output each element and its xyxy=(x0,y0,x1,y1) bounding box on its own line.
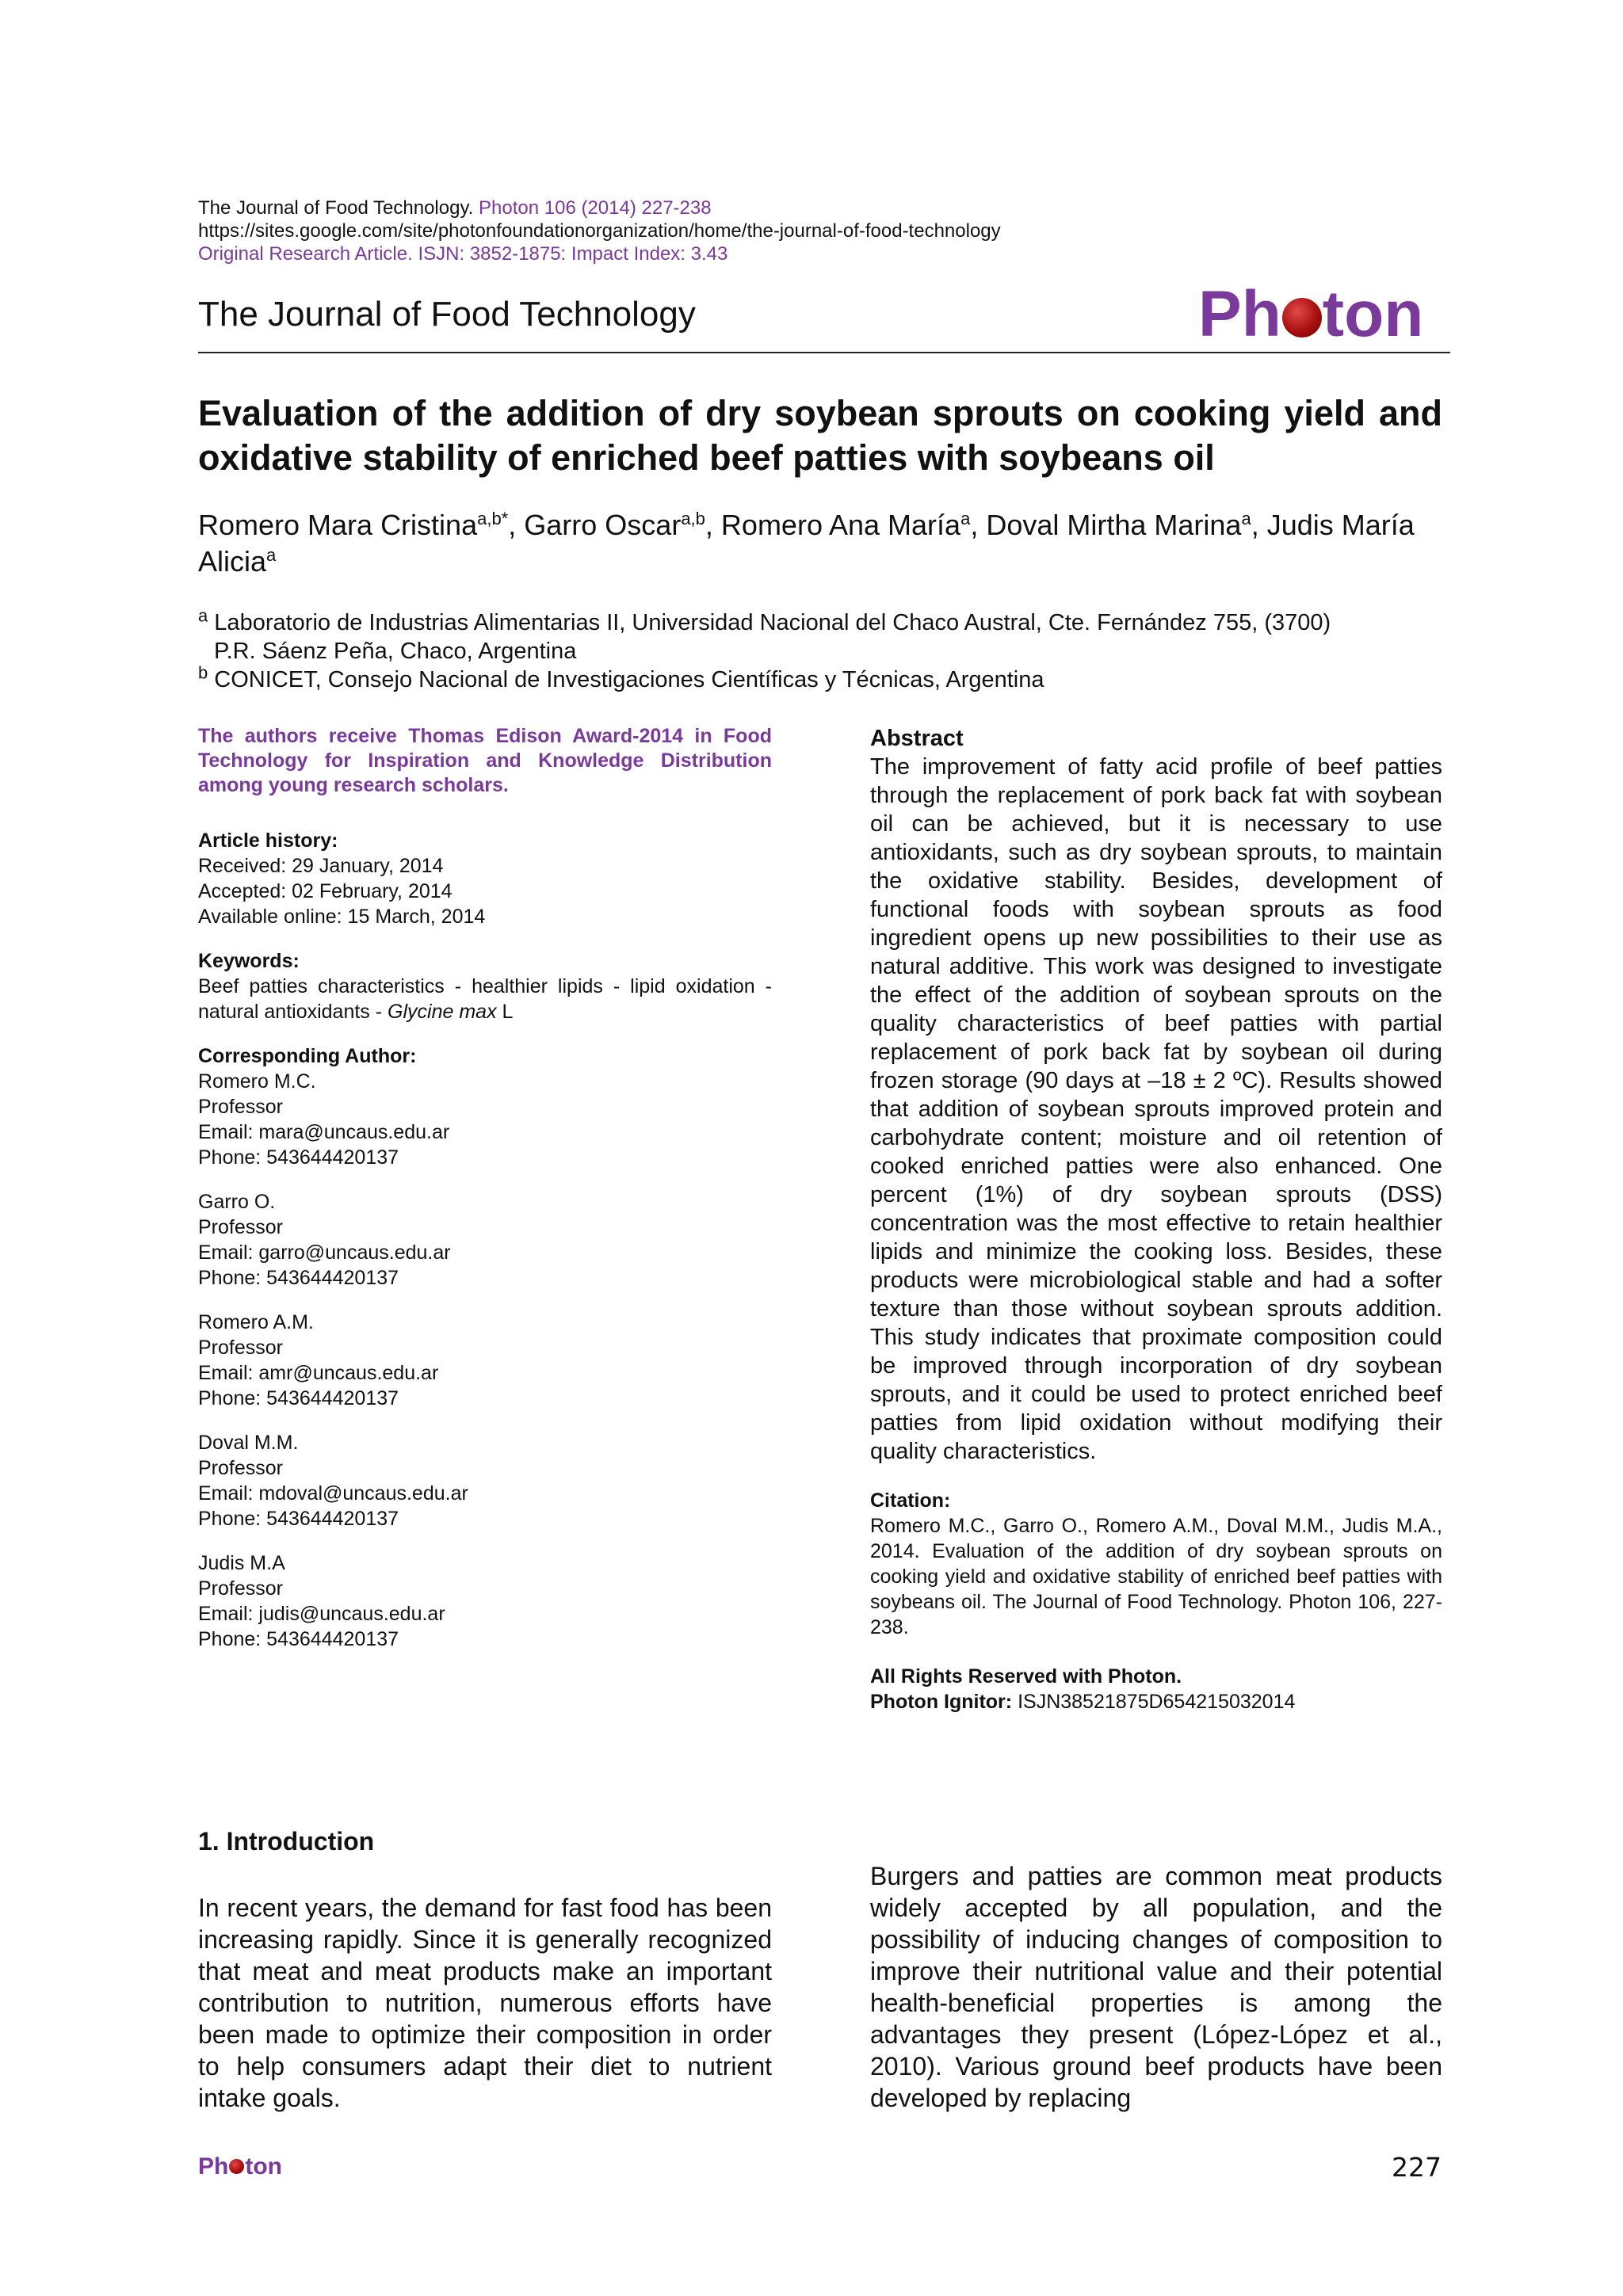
logo-ball-icon xyxy=(229,2159,244,2174)
keyword-list: Beef patties characteristics - healthier lipids - lipid oxidation - natural antioxidants - Glycine max L xyxy=(198,975,772,1023)
affiliation-a-cont: P.R. Sáenz Peña, Chaco, Argentina xyxy=(214,639,577,664)
author: Judis María Alicia$^a$ xyxy=(198,509,1415,578)
citation: Citation: Romero M.C., Garro O., Romero A.M., Doval M.M., Judis M.A., 2014. Evaluation of the addition of dry soybean sprouts on cooking yield and oxidative stability of enriched beef patties with soybeans oil. The Journal of Food Technology. Photon 106, 227-238. xyxy=(870,1489,1442,1638)
footer-logo: Ph ton xyxy=(198,2153,282,2180)
journal-citation-line xyxy=(198,196,1001,219)
received-date: Received: 29 January, 2014 xyxy=(198,855,444,877)
affiliation-b: $^b$ CONICET, Consejo Nacional de Investigaciones Científicas y Técnicas, Argentina xyxy=(198,662,1044,692)
abstract-column xyxy=(870,724,1442,1714)
journal-issue: Photon 106 (2014) 227-238 xyxy=(479,197,712,219)
email-link[interactable]: Email: judis@uncaus.edu.ar xyxy=(198,1603,445,1625)
contact-card: Romero M.C. Professor Email: mara@uncaus.edu.ar Phone: 543644420137 xyxy=(198,1069,772,1170)
author: Romero Ana María$^a$, xyxy=(720,509,987,541)
accepted-date: Accepted: 02 February, 2014 xyxy=(198,880,453,902)
citation-text: Romero M.C., Garro O., Romero A.M., Doval M.M., Judis M.A., 2014. Evaluation of the addition of dry soybean sprouts on cooking yield and oxidative stability of enriched beef patties with soybeans oil. The Journal of Food Technology. Photon 106, 227-238. xyxy=(870,1515,1442,1638)
affiliation-a: $^a$ Laboratorio de Industrias Alimentarias II, Universidad Nacional del Chaco Austral, Cte. Fernández 755, (3700) xyxy=(198,605,1331,635)
journal-meta xyxy=(198,196,1001,265)
article-type: Original Research Article. ISJN: 3852-1875: Impact Index: 3.43 xyxy=(198,243,728,265)
author: Garro Oscar$^{a,b}$, xyxy=(524,509,721,541)
contact-card: Garro O. Professor Email: garro@uncaus.edu.ar Phone: 543644420137 xyxy=(198,1189,772,1291)
email-link[interactable]: Email: garro@uncaus.edu.ar xyxy=(198,1241,451,1264)
keywords: Keywords: Beef patties characteristics - healthier lipids - lipid oxidation - natural antioxidants - Glycine max L xyxy=(198,950,772,1023)
logo-ball-icon xyxy=(1282,298,1322,338)
intro-paragraph-right: Burgers and patties are common meat products widely accepted by all population, and the possibility of inducing changes of composition to improve their nutritional value and their potential health-beneficial properties is among the advantages they present (López-López et al., 2010). Various ground beef products have been developed by replacing xyxy=(870,1862,1442,2112)
abstract-heading: Abstract xyxy=(870,726,964,751)
article-history: Article history: Received: 29 January, 2014 Accepted: 02 February, 2014 Available online: 15 March, 2014 xyxy=(198,828,772,929)
author: Doval Mirtha Marina$^a$, xyxy=(986,509,1267,541)
contact-card: Doval M.M. Professor Email: mdoval@uncaus.edu.ar Phone: 543644420137 xyxy=(198,1430,772,1531)
contact-card: Judis M.A Professor Email: judis@uncaus.edu.ar Phone: 543644420137 xyxy=(198,1550,772,1652)
online-date: Available online: 15 March, 2014 xyxy=(198,906,486,928)
author-list xyxy=(198,507,1442,580)
photon-logo xyxy=(1198,279,1423,350)
affiliations xyxy=(198,605,1442,694)
author: Romero Mara Cristina$^{a,b*}$, xyxy=(198,509,525,541)
page-number: 227 xyxy=(1392,2152,1442,2183)
corresponding-author: Corresponding Author: Romero M.C. Professor Email: mara@uncaus.edu.ar Phone: 543644420137 Garro O. Professor Email: garro@uncaus.edu.ar Phone: 543644420137 Romero A.M. Professor Email: amr@uncaus.edu.ar Phone: 543644420137 Doval M.M. Professor Email: mdoval@uncaus.edu.ar Phone: 543644420137 Judis M.A Professor Email: judis@uncaus.edu.ar Phone: 543644420137 xyxy=(198,1043,772,1652)
email-link[interactable]: Email: amr@uncaus.edu.ar xyxy=(198,1362,439,1384)
journal-name: The Journal of Food Technology xyxy=(198,295,696,334)
logo-text-end: ton xyxy=(1322,278,1424,350)
abstract-text: The improvement of fatty acid profile of beef patties through the replacement of pork back fat with soybean oil can be achieved, but it is necessary to use antioxidants, such as dry soybean sprouts, to maintain the oxidative stability. Besides, development of functional foods with soybean sprouts as food ingredient opens up new possibilities to their use as natural additive. This work was designed to investigate the effect of the addition of soybean sprouts on the quality characteristics of beef patties with partial replacement of pork back fat by soybean oil during frozen storage (90 days at –18 ± 2 ºC). Results showed that addition of soybean sprouts improved protein and carbohydrate content; moisture and oil retention of cooked enriched patties were also enhanced. One percent (1%) of dry soybean sprouts (DSS) concentration was the most effective to retain healthier lipids and minimize the cooking loss. Besides, these products were microbiological stable and had a softer texture than those without soybean sprouts addition. This study indicates that proximate composition could be improved through incorporation of dry soybean sprouts, and it could be used to protect enriched beef patties from lipid oxidation without modifying their quality characteristics. xyxy=(870,754,1442,1464)
email-link[interactable]: Email: mara@uncaus.edu.ar xyxy=(198,1121,450,1143)
header-divider xyxy=(198,352,1450,353)
photon-ignitor: Photon Ignitor: ISJN38521875D654215032014 xyxy=(870,1691,1296,1713)
rights-block xyxy=(870,1664,1442,1714)
contact-card: Romero A.M. Professor Email: amr@uncaus.edu.ar Phone: 543644420137 xyxy=(198,1310,772,1411)
article-title: Evaluation of the addition of dry soybean sprouts on cooking yield and oxidative stability of enriched beef patties with soybeans oil xyxy=(198,393,1442,478)
logo-text-start: Ph xyxy=(1198,278,1281,350)
intro-paragraph-left: In recent years, the demand for fast food has been increasing rapidly. Since it is generally recognized that meat and meat products make an important contribution to nutrition, numerous efforts have been made to optimize their composition in order to help consumers adapt their diet to nutrient intake goals. xyxy=(198,1894,772,2112)
journal-url[interactable]: https://sites.google.com/site/photonfoundationorganization/home/the-journal-of-food-technology xyxy=(198,220,1001,242)
journal-line: The Journal of Food Technology. xyxy=(198,197,474,219)
email-link[interactable]: Email: mdoval@uncaus.edu.ar xyxy=(198,1482,468,1505)
section-heading: 1. Introduction xyxy=(198,1827,375,1855)
sidebar-info xyxy=(198,724,772,1652)
award-notice: The authors receive Thomas Edison Award-2014 in Food Technology for Inspiration and Knowledge Distribution among young research scholars. xyxy=(198,725,772,796)
rights-line: All Rights Reserved with Photon. xyxy=(870,1665,1182,1688)
